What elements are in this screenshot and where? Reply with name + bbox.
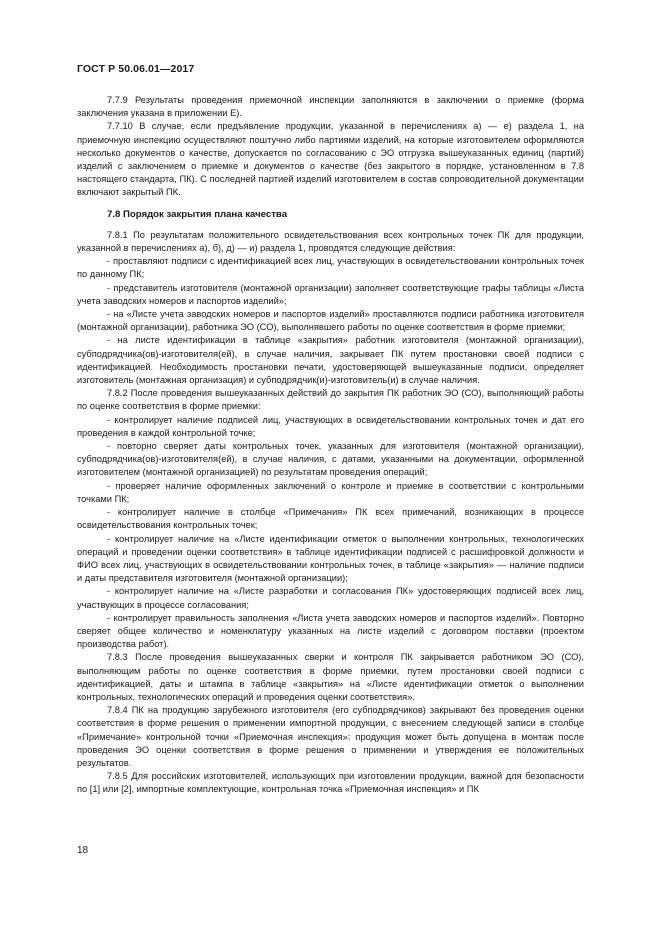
- list-item: - на «Листе учета заводских номеров и паспортов изделий» проставляются подписи работника изготовителя (монтажной организации), работника ЭО (СО), выполнявшего работы по оценке соответствия в форме приемки;: [77, 309, 584, 333]
- paragraph: 7.7.9 Результаты проведения приемочной инспекции заполняются в заключении о приемке (форма заключения указана в приложении Е).: [77, 95, 584, 119]
- standard-header: ГОСТ Р 50.06.01—2017: [77, 63, 195, 75]
- list-item: - представитель изготовителя (монтажной организации) заполняет соответствующие графы таблицы «Листа учета заводских номеров и паспортов изделий»;: [77, 282, 584, 306]
- list-item: - на листе идентификации в таблице «закрытия» работник изготовителя (монтажной организации), субподрядчика(ов)-изготовителя(ей), в случае наличия, закрывает ПК путем простановки своей подписи с идентификацией. Необходимость простановки печати, удостоверяющей вышеуказанные подписи, определяет изготовитель (монтажная организация) и субподрядчик(и)-изготовитель(и) в случае наличия.: [77, 335, 584, 386]
- section-heading: 7.8 Порядок закрытия плана качества: [107, 208, 288, 220]
- list-item: - проверяет наличие оформленных заключений о контроле и приемке в соответствии с контрольными точками ПК;: [77, 480, 584, 504]
- document-body: [77, 94, 584, 797]
- page-number: 18: [77, 845, 89, 856]
- list-item: - контролирует наличие на «Листе разработки и согласования ПК» удостоверяющих подписей всех лиц, участвующих в процессе согласования;: [77, 586, 584, 610]
- paragraph: 7.7.10 В случае, если предъявление продукции, указанной в перечислениях а) — е) раздела 1, на приемочную инспекцию осуществляют поштучно либо партиями изделий, на которые изготовителем оформляются несколько документов о качестве, допускается по согласованию с ЭО отгрузка вышеуказанных единиц (партий) изделий с заключением о приемке и документов о качестве (без закрытого в порядке, установленном в 7.8 настоящего стандарта, ПК). С последней партией изделий изготовителем в состав сопроводительной документации включают закрытый ПК.: [77, 121, 584, 198]
- list-item: - контролирует наличие в столбце «Примечания» ПК всех примечаний, возникающих в процессе освидетельствования контрольных точек;: [77, 507, 584, 531]
- paragraph: 7.8.2 После проведения вышеуказанных действий до закрытия ПК работник ЭО (СО), выполняющий работы по оценке соответствия в форме приемки:: [77, 388, 584, 412]
- paragraph: 7.8.4 ПК на продукцию зарубежного изготовителя (его субподрядчиков) закрывают без проведения оценки соответствия в форме решения о применении импортной продукции, с внесением следующей записи в столбце «Примечание» контрольной точки «Приемочная инспекция»: продукция может быть допущена в монтаж после проведения ЭО оценки соответствия в форме решения о применении и утверждения ее положительных результатов.: [77, 705, 584, 768]
- list-item: - контролирует наличие на «Листе идентификации отметок о выполнении контрольных, технологических операций и проведении оценки соответствия» в таблице идентификации подписей с расшифровкой должности и ФИО всех лиц, участвующих в освидетельствовании контрольных точек, в таблице «закрытия» — наличие подписи и даты представителя изготовителя (монтажной организации);: [77, 533, 584, 584]
- list-item: - контролирует наличие подписей лиц, участвующих в освидетельствовании контрольных точек и дат его проведения в каждой контрольной точке;: [77, 414, 584, 438]
- list-item: - повторно сверяет даты контрольных точек, указанных для изготовителя (монтажной организации), субподрядчика(ов)-изготовителя(ей), в случае наличия, с датами, указанными на документации, оформленной изготовителем (монтажной организацией) по результатам проведения операций;: [77, 441, 584, 478]
- paragraph: 7.8.1 По результатам положительного освидетельствования всех контрольных точек ПК для продукции, указанной в перечислениях а), б), д) — и) раздела 1, проводятся следующие действия:: [77, 229, 584, 254]
- paragraph: 7.8.3 После проведения вышеуказанных сверки и контроля ПК закрывается работником ЭО (СО), выполняющим работы по оценке соответствия в форме приемки, путем простановки своей подписи с идентификацией, даты и штампа в таблице «закрытия» на «Листе идентификации отметок о выполнении контрольных, технологических операций и проведения оценки соответствия».: [77, 652, 584, 702]
- list-item: - проставляют подписи с идентификацией всех лиц, участвующих в освидетельствовании контрольных точек по данному ПК;: [77, 256, 584, 280]
- paragraph: 7.8.5 Для российских изготовителей, использующих при изготовлении продукции, важной для безопасности по [1] или [2], импортные комплектующие, контрольная точка «Приемочная инспекция» и ПК: [77, 771, 584, 795]
- list-item: - контролирует правильность заполнения «Листа учета заводских номеров и паспортов изделий». Повторно сверяет общее количество и номенклатуру указанных на листе изделий с договором поставки (проектом производства работ).: [77, 612, 584, 650]
